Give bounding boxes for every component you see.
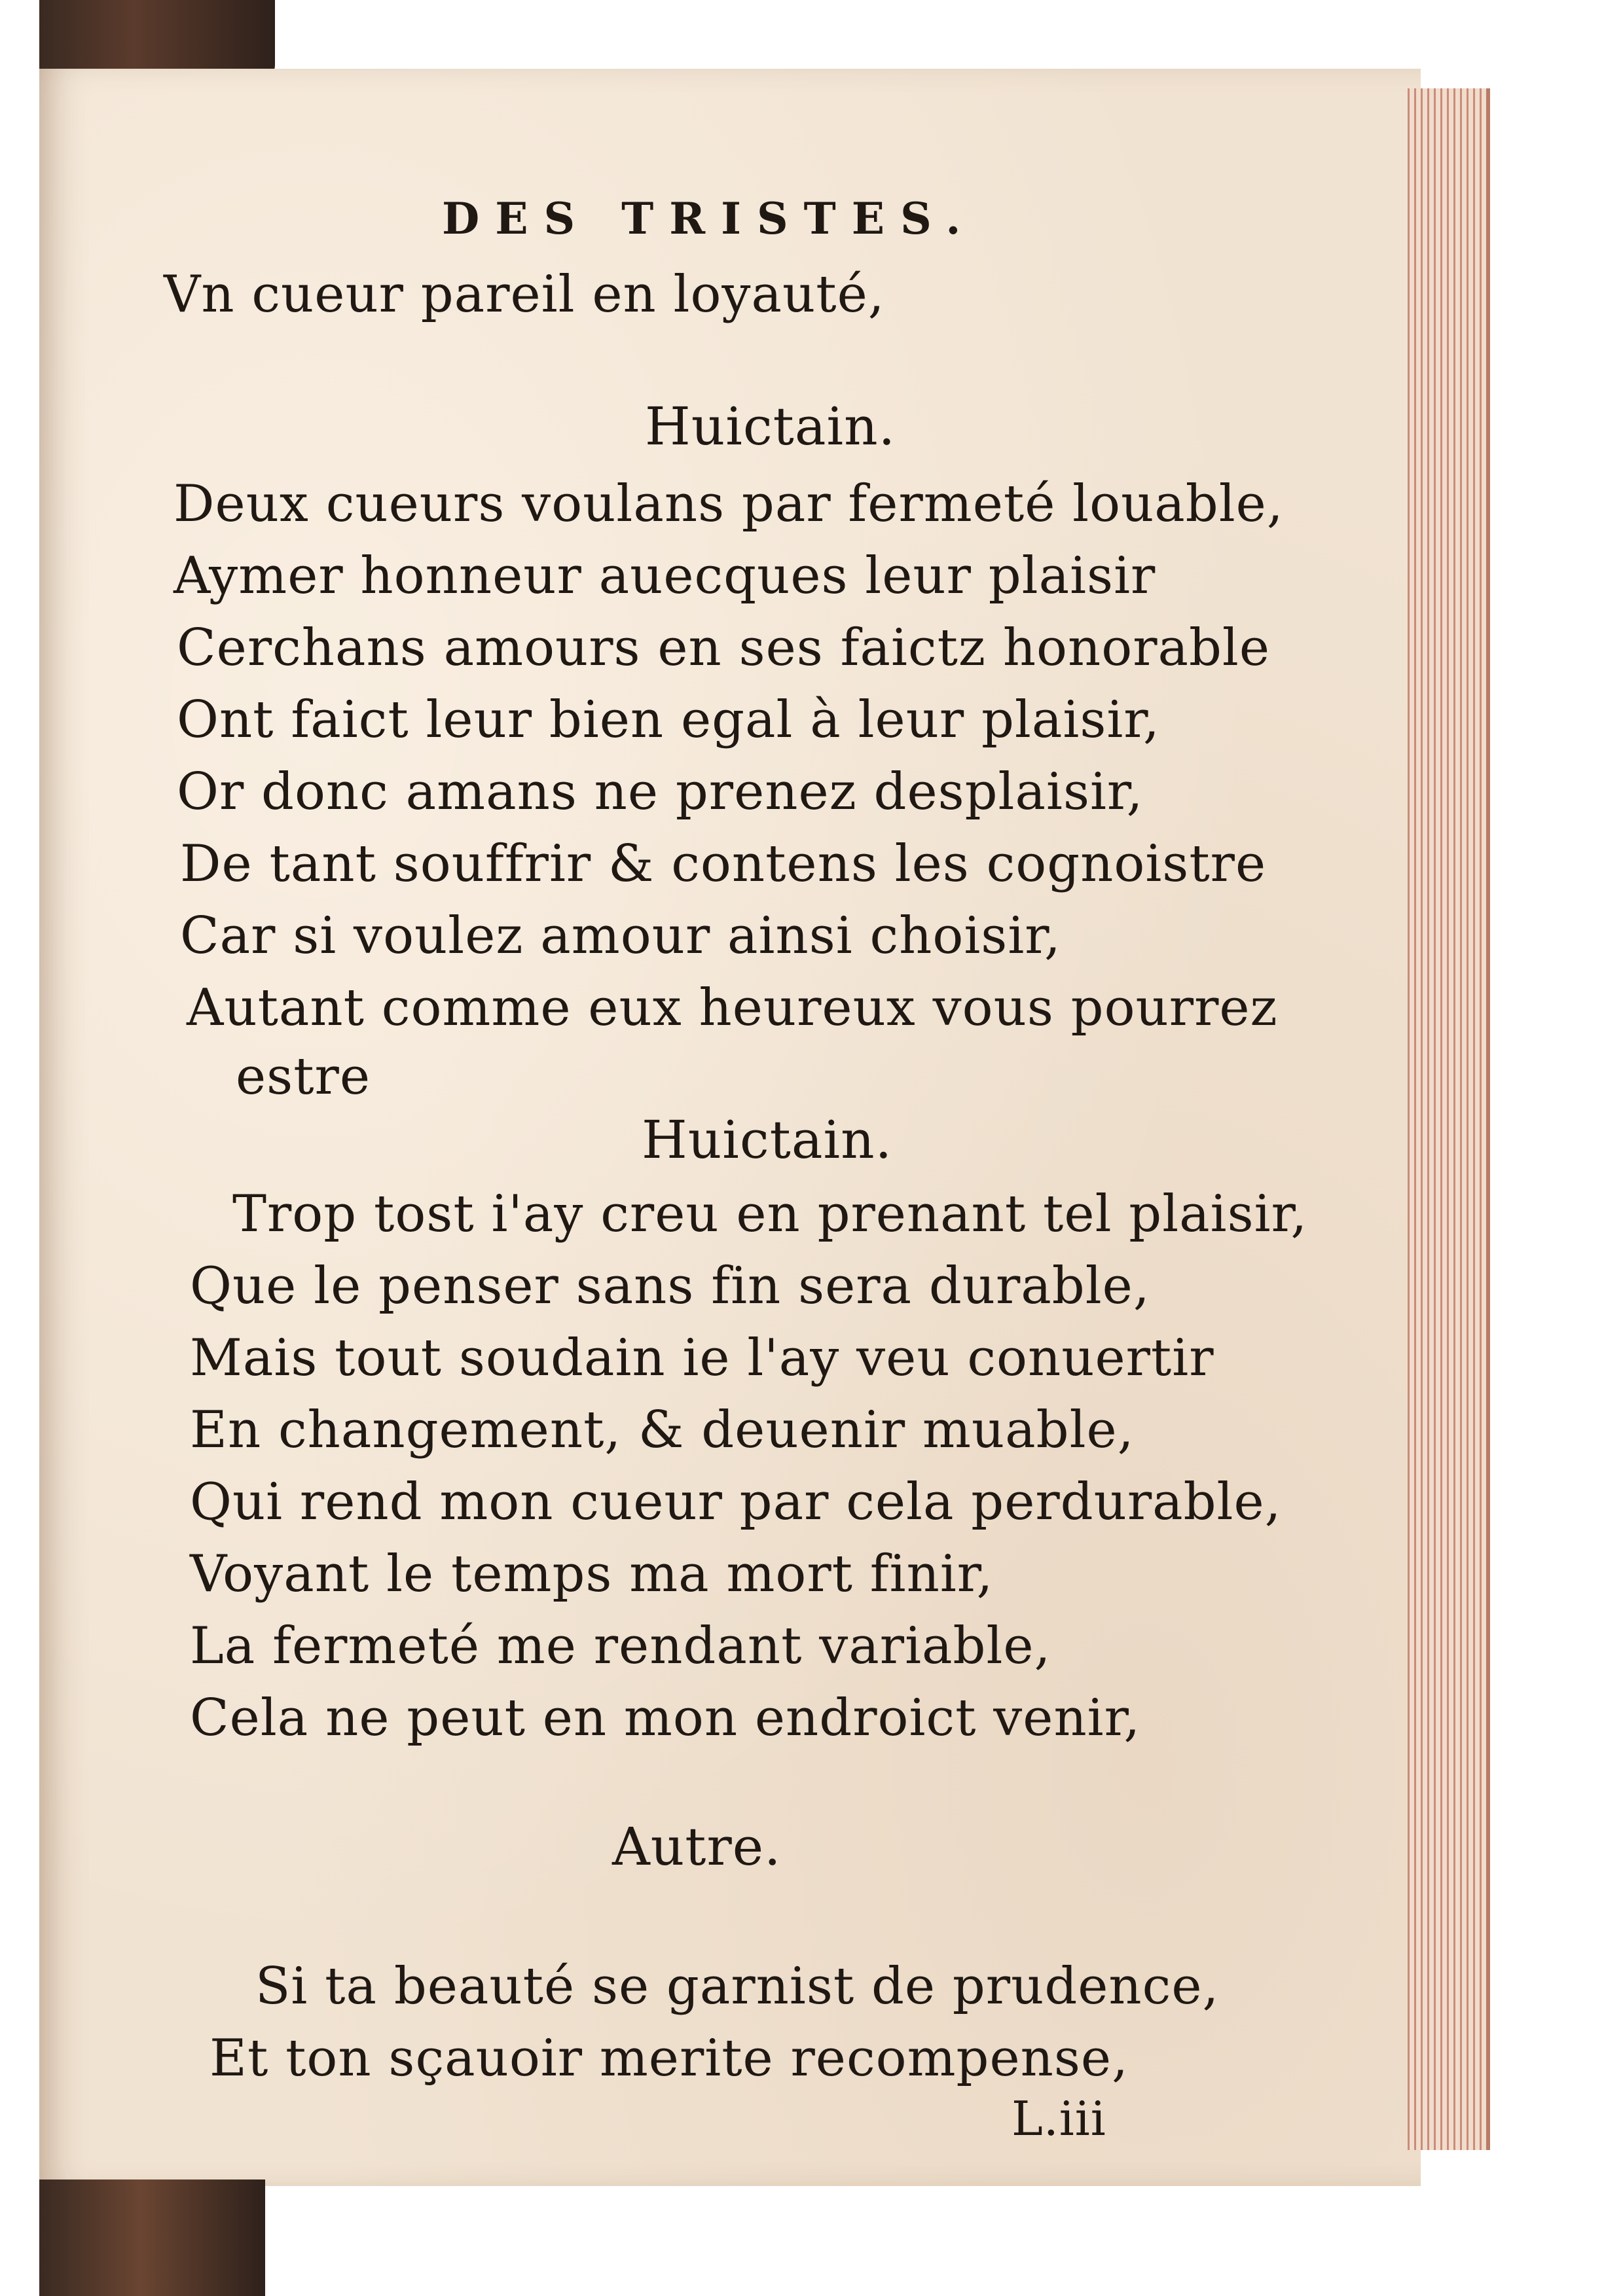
section-heading: Huictain.: [642, 1109, 893, 1170]
binding-top: [39, 0, 275, 79]
text-line: Cela ne peut en mon endroict venir,: [190, 1689, 1141, 1748]
signature-mark: L.iii: [1012, 2091, 1106, 2146]
section-heading: Huictain.: [645, 396, 896, 457]
text-line: Trop tost i'ay creu en prenant tel plaisir,: [232, 1185, 1308, 1244]
text-line: Voyant le temps ma mort finir,: [190, 1545, 994, 1604]
text-line: La fermeté me rendant variable,: [190, 1617, 1051, 1676]
text-line: Si ta beauté se garnist de prudence,: [255, 1957, 1220, 2016]
running-head: DES TRISTES.: [442, 193, 977, 244]
text-line: Ont faict leur bien egal à leur plaisir,: [177, 691, 1160, 749]
text-line: De tant souffrir & contens les cognoistre: [180, 834, 1267, 893]
text-line: Mais tout soudain ie l'ay veu conuertir: [190, 1329, 1214, 1388]
binding-bottom: [39, 2179, 265, 2296]
text-line: Aymer honneur auecques leur plaisir: [173, 547, 1156, 605]
text-line: Car si voulez amour ainsi choisir,: [180, 906, 1061, 965]
text-line: Cerchans amours en ses faictz honorable: [177, 619, 1271, 677]
text-line: Et ton sçauoir merite recompense,: [210, 2029, 1129, 2088]
text-line: Que le penser sans fin sera durable,: [190, 1257, 1150, 1316]
text-line: Vn cueur pareil en loyauté,: [164, 265, 885, 324]
text-line: Qui rend mon cueur par cela perdurable,: [190, 1473, 1282, 1532]
text-line: Autant comme eux heureux vous pourrez: [187, 978, 1278, 1037]
text-line: estre: [236, 1047, 371, 1106]
text-line: En changement, & deuenir muable,: [190, 1401, 1135, 1460]
text-line: Deux cueurs voulans par fermeté louable,: [173, 475, 1284, 533]
text-line: Or donc amans ne prenez desplaisir,: [177, 762, 1144, 821]
page-fore-edge: [1408, 88, 1490, 2150]
section-heading: Autre.: [612, 1816, 782, 1877]
